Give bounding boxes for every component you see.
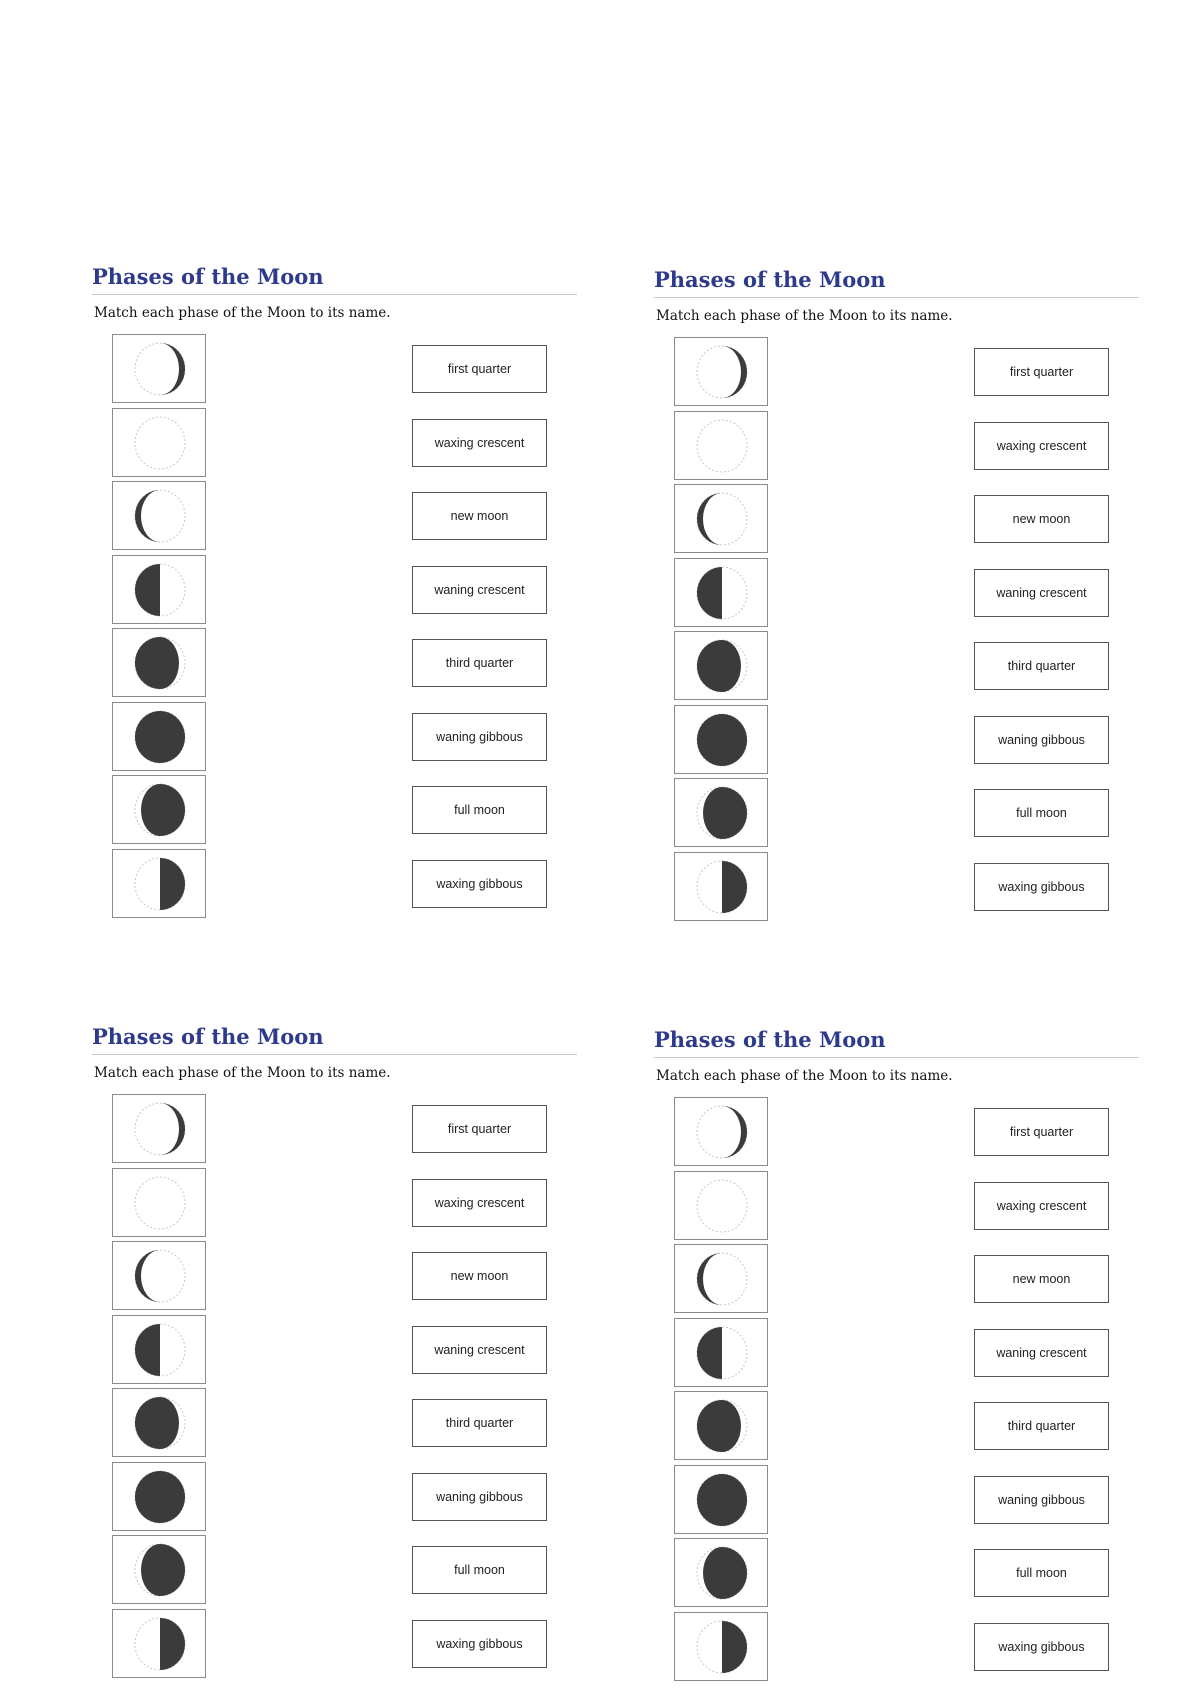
worksheet-4 <box>654 1027 1139 1687</box>
phase-name-box: first quarter <box>412 1105 547 1153</box>
moon-phase-box <box>674 1465 768 1534</box>
phase-name-box: waning crescent <box>412 566 547 614</box>
worksheet-1 <box>92 264 577 924</box>
moon-phase-box <box>674 1391 768 1460</box>
moon-phase-box <box>112 849 206 918</box>
phase-name-box: full moon <box>412 786 547 834</box>
phase-name-box: waxing gibbous <box>974 1623 1109 1671</box>
title-divider <box>654 1057 1139 1058</box>
moon-phase-box <box>112 408 206 477</box>
moon-phase-box <box>674 1612 768 1681</box>
moon-phase-box <box>112 628 206 697</box>
instruction-text: Match each phase of the Moon to its name. <box>94 1065 391 1081</box>
phase-name-box: waxing gibbous <box>974 863 1109 911</box>
worksheet-2 <box>654 267 1139 927</box>
moon-phase-box <box>674 484 768 553</box>
phase-name-box: first quarter <box>412 345 547 393</box>
moon-phase-box <box>112 334 206 403</box>
phase-name-box: waning crescent <box>974 569 1109 617</box>
phase-name-box: waning gibbous <box>412 1473 547 1521</box>
moon-phase-box <box>112 775 206 844</box>
moon-phase-box <box>674 1097 768 1166</box>
phase-name-box: full moon <box>412 1546 547 1594</box>
moon-phase-box <box>112 1535 206 1604</box>
moon-phase-box <box>112 1241 206 1310</box>
moon-phase-box <box>674 558 768 627</box>
moon-phase-box <box>112 481 206 550</box>
moon-phase-box <box>112 1388 206 1457</box>
title-divider <box>654 297 1139 298</box>
phase-name-box: first quarter <box>974 348 1109 396</box>
moon-phase-box <box>112 1168 206 1237</box>
moon-phase-box <box>674 1318 768 1387</box>
worksheet-title: Phases of the Moon <box>654 1027 886 1052</box>
phase-name-box: waning gibbous <box>974 1476 1109 1524</box>
moon-phase-box <box>674 1244 768 1313</box>
moon-phase-box <box>674 852 768 921</box>
phase-name-box: new moon <box>412 1252 547 1300</box>
title-divider <box>92 1054 577 1055</box>
phase-name-box: new moon <box>974 1255 1109 1303</box>
moon-phase-box <box>674 1171 768 1240</box>
worksheet-3 <box>92 1024 577 1684</box>
phase-name-box: third quarter <box>974 642 1109 690</box>
instruction-text: Match each phase of the Moon to its name. <box>94 305 391 321</box>
phase-name-box: waxing crescent <box>412 419 547 467</box>
moon-phase-box <box>112 1609 206 1678</box>
moon-phase-box <box>674 411 768 480</box>
phase-name-box: first quarter <box>974 1108 1109 1156</box>
worksheet-title: Phases of the Moon <box>92 264 324 289</box>
phase-name-box: new moon <box>974 495 1109 543</box>
title-divider <box>92 294 577 295</box>
moon-phase-box <box>674 778 768 847</box>
phase-name-box: waning crescent <box>974 1329 1109 1377</box>
phase-name-box: waning crescent <box>412 1326 547 1374</box>
moon-phase-box <box>674 1538 768 1607</box>
phase-name-box: waxing crescent <box>974 1182 1109 1230</box>
phase-name-box: full moon <box>974 1549 1109 1597</box>
phase-name-box: third quarter <box>974 1402 1109 1450</box>
moon-phase-box <box>112 1462 206 1531</box>
instruction-text: Match each phase of the Moon to its name. <box>656 308 953 324</box>
moon-phase-box <box>674 705 768 774</box>
phase-name-box: waxing crescent <box>412 1179 547 1227</box>
phase-name-box: third quarter <box>412 639 547 687</box>
worksheet-title: Phases of the Moon <box>654 267 886 292</box>
phase-name-box: waxing crescent <box>974 422 1109 470</box>
phase-name-box: waning gibbous <box>412 713 547 761</box>
phase-name-box: waning gibbous <box>974 716 1109 764</box>
phase-name-box: waxing gibbous <box>412 860 547 908</box>
instruction-text: Match each phase of the Moon to its name. <box>656 1068 953 1084</box>
moon-phase-box <box>112 1315 206 1384</box>
moon-phase-box <box>112 702 206 771</box>
moon-phase-box <box>112 555 206 624</box>
worksheet-title: Phases of the Moon <box>92 1024 324 1049</box>
moon-phase-box <box>674 337 768 406</box>
phase-name-box: new moon <box>412 492 547 540</box>
phase-name-box: waxing gibbous <box>412 1620 547 1668</box>
moon-phase-box <box>112 1094 206 1163</box>
phase-name-box: third quarter <box>412 1399 547 1447</box>
moon-phase-box <box>674 631 768 700</box>
phase-name-box: full moon <box>974 789 1109 837</box>
